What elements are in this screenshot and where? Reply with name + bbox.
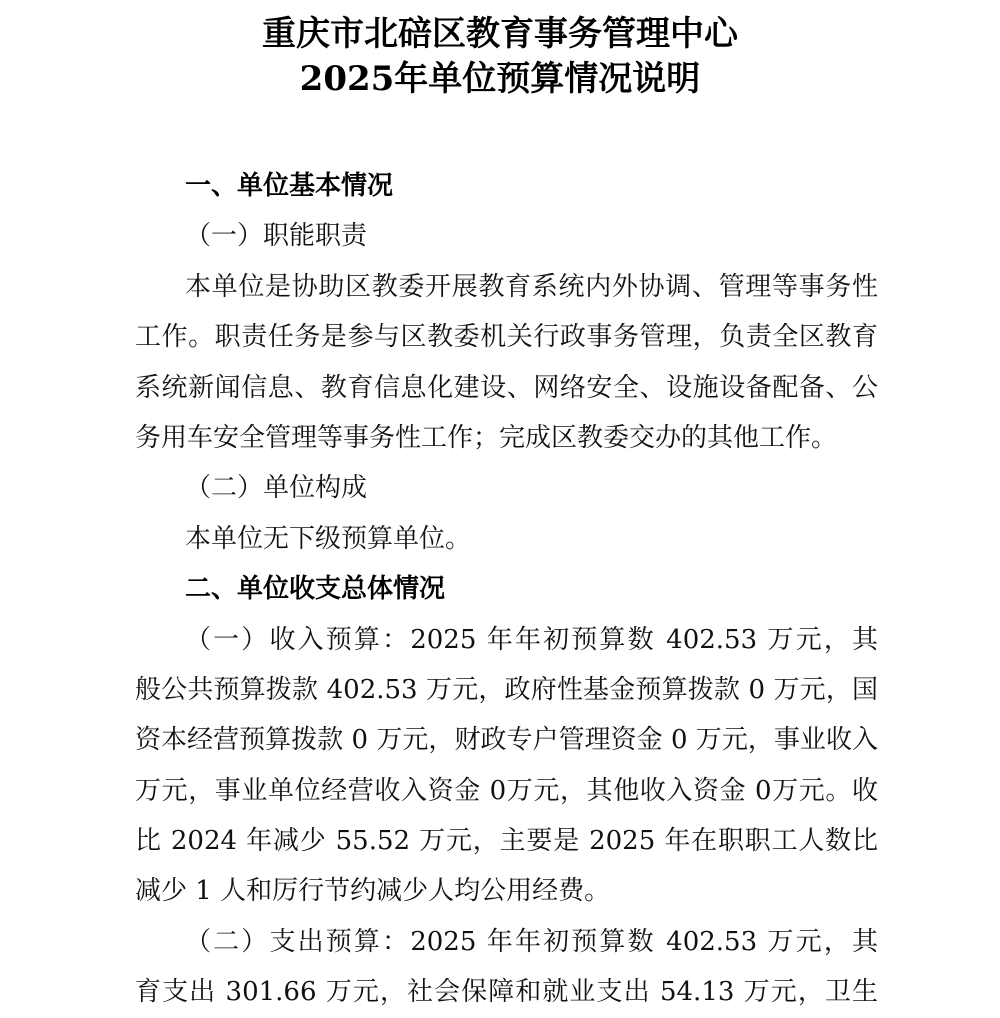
paragraph-line: 般公共预算拨款 402.53 万元，政府性基金预算拨款 0 万元，国	[135, 674, 878, 705]
paragraph-line: 本单位无下级预算单位。	[185, 523, 472, 554]
document-body	[135, 161, 878, 1018]
paragraph-line: 育支出 301.66 万元，社会保障和就业支出 54.13 万元，卫生	[135, 977, 878, 1008]
paragraph-line: 务用车安全管理等事务性工作；完成区教委交办的其他工作。	[135, 422, 838, 453]
title-line-2: 2025年单位预算情况说明	[299, 59, 701, 99]
section-heading: 二、单位收支总体情况	[185, 574, 446, 605]
paragraph-line: （二）支出预算：2025 年年初预算数 402.53 万元，其	[185, 926, 878, 957]
document-title	[0, 12, 1000, 102]
paragraph-line: 比 2024 年减少 55.52 万元，主要是 2025 年在职职工人数比	[135, 826, 878, 857]
subsection-heading: （一）职能职责	[185, 221, 368, 252]
subsection-heading: （二）单位构成	[185, 473, 368, 504]
paragraph-line: 工作。职责任务是参与区教委机关行政事务管理，负责全区教育	[135, 322, 878, 353]
paragraph-line: 资本经营预算拨款 0 万元，财政专户管理资金 0 万元，事业收入	[135, 725, 878, 756]
paragraph-line: （一）收入预算：2025 年年初预算数 402.53 万元，其	[185, 624, 878, 655]
paragraph-line: 系统新闻信息、教育信息化建设、网络安全、设施设备配备、公	[135, 372, 878, 403]
paragraph-line: 万元，事业单位经营收入资金 0万元，其他收入资金 0万元。收	[135, 775, 878, 806]
paragraph-line: 本单位是协助区教委开展教育系统内外协调、管理等事务性	[185, 271, 878, 302]
title-line-1: 重庆市北碚区教育事务管理中心	[262, 14, 738, 54]
paragraph-line: 减少 1 人和厉行节约减少人均公用经费。	[135, 876, 611, 907]
section-heading: 一、单位基本情况	[185, 171, 394, 201]
